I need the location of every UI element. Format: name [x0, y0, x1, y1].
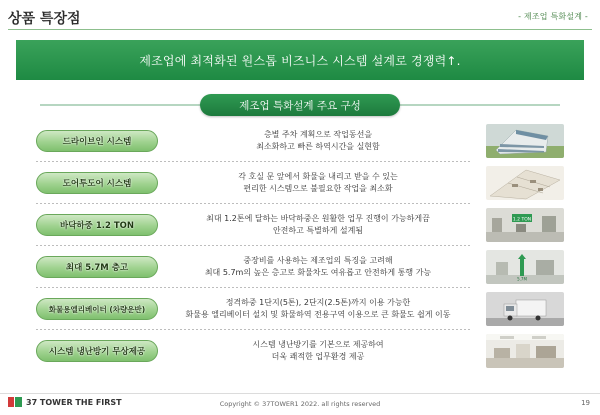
feature-label: 바닥하중 1.2 TON — [36, 214, 158, 236]
feature-description — [168, 126, 468, 156]
feature-desc-line: 최소화하고 빠른 하역시간을 실현함 — [256, 142, 380, 151]
feature-desc-line: 더욱 쾌적한 업무환경 제공 — [271, 352, 365, 361]
feature-row — [36, 334, 564, 368]
header-divider — [8, 29, 592, 30]
feature-row — [36, 166, 564, 200]
section-title: 제조업 특화설계 주요 구성 — [239, 99, 361, 112]
section-subtitle: - 제조업 특화설계 - — [518, 12, 588, 21]
feature-desc-line: 편리한 시스템으로 불필요한 작업을 최소화 — [243, 184, 393, 193]
row-separator — [36, 161, 472, 162]
office-photo — [486, 334, 564, 368]
photo-badge: 5.7M — [517, 276, 527, 282]
feature-row — [36, 124, 564, 158]
photo-badge: 1.2 TON — [512, 217, 532, 223]
feature-label: 시스템 냉난방기 무상제공 — [36, 340, 158, 362]
feature-label: 도어투도어 시스템 — [36, 172, 158, 194]
truck-photo — [486, 292, 564, 326]
feature-label: 드라이브인 시스템 — [36, 130, 158, 152]
feature-desc-line: 안전하고 특별하게 설계됨 — [272, 226, 364, 235]
headline-banner — [16, 40, 584, 80]
feature-desc-line: 각 호실 문 앞에서 화물을 내리고 받을 수 있는 — [238, 172, 398, 181]
feature-desc-line: 화물용 엘리베이터 설치 및 화물하역 전용구역 이용으로 큰 화물도 쉽게 이동 — [185, 310, 451, 319]
feature-desc-line: 정격하중 1단지(5톤), 2단지(2.5톤)까지 이용 가능한 — [225, 298, 411, 307]
row-separator — [36, 245, 472, 246]
feature-desc-line: 최대 1.2톤에 달하는 바닥하중은 원활한 업무 진행이 가능하게끔 — [206, 214, 430, 223]
feature-description — [168, 336, 468, 366]
headline-text: 제조업에 최적화된 원스톱 비즈니스 시스템 설계로 경쟁력↑. — [139, 53, 461, 68]
feature-description — [168, 210, 468, 240]
feature-row — [36, 208, 564, 242]
copyright-text: Copyright © 37TOWER1 2022. all rights reserved — [219, 400, 381, 408]
page-title: 상품 특장점 — [8, 11, 81, 27]
feature-desc-line: 최대 5.7m의 높은 층고로 화물차도 여유롭고 안전하게 통행 가능 — [204, 268, 432, 277]
feature-description — [168, 252, 468, 282]
brand-name: 37 TOWER THE FIRST — [26, 397, 122, 407]
feature-label: 화물용엘리베이터 (차량운반) — [36, 298, 158, 320]
feature-label: 최대 5.7M 층고 — [36, 256, 158, 278]
feature-row — [36, 292, 564, 326]
row-separator — [36, 203, 472, 204]
feature-desc-line: 중장비를 사용하는 제조업의 특징을 고려해 — [243, 256, 393, 265]
page-number: 19 — [581, 399, 590, 407]
section-title-pill — [200, 94, 400, 116]
feature-description — [168, 294, 468, 324]
row-separator — [36, 287, 472, 288]
building-photo — [486, 124, 564, 158]
warehouse-photo — [486, 208, 564, 242]
feature-description — [168, 168, 468, 198]
footer-divider — [0, 393, 600, 394]
feature-desc-line: 시스템 냉난방기를 기본으로 제공하여 — [252, 340, 384, 349]
feature-desc-line: 층별 주차 계획으로 작업동선을 — [263, 130, 373, 139]
row-separator — [36, 329, 472, 330]
feature-row — [36, 250, 564, 284]
floorplan-photo — [486, 166, 564, 200]
hall-photo — [486, 250, 564, 284]
